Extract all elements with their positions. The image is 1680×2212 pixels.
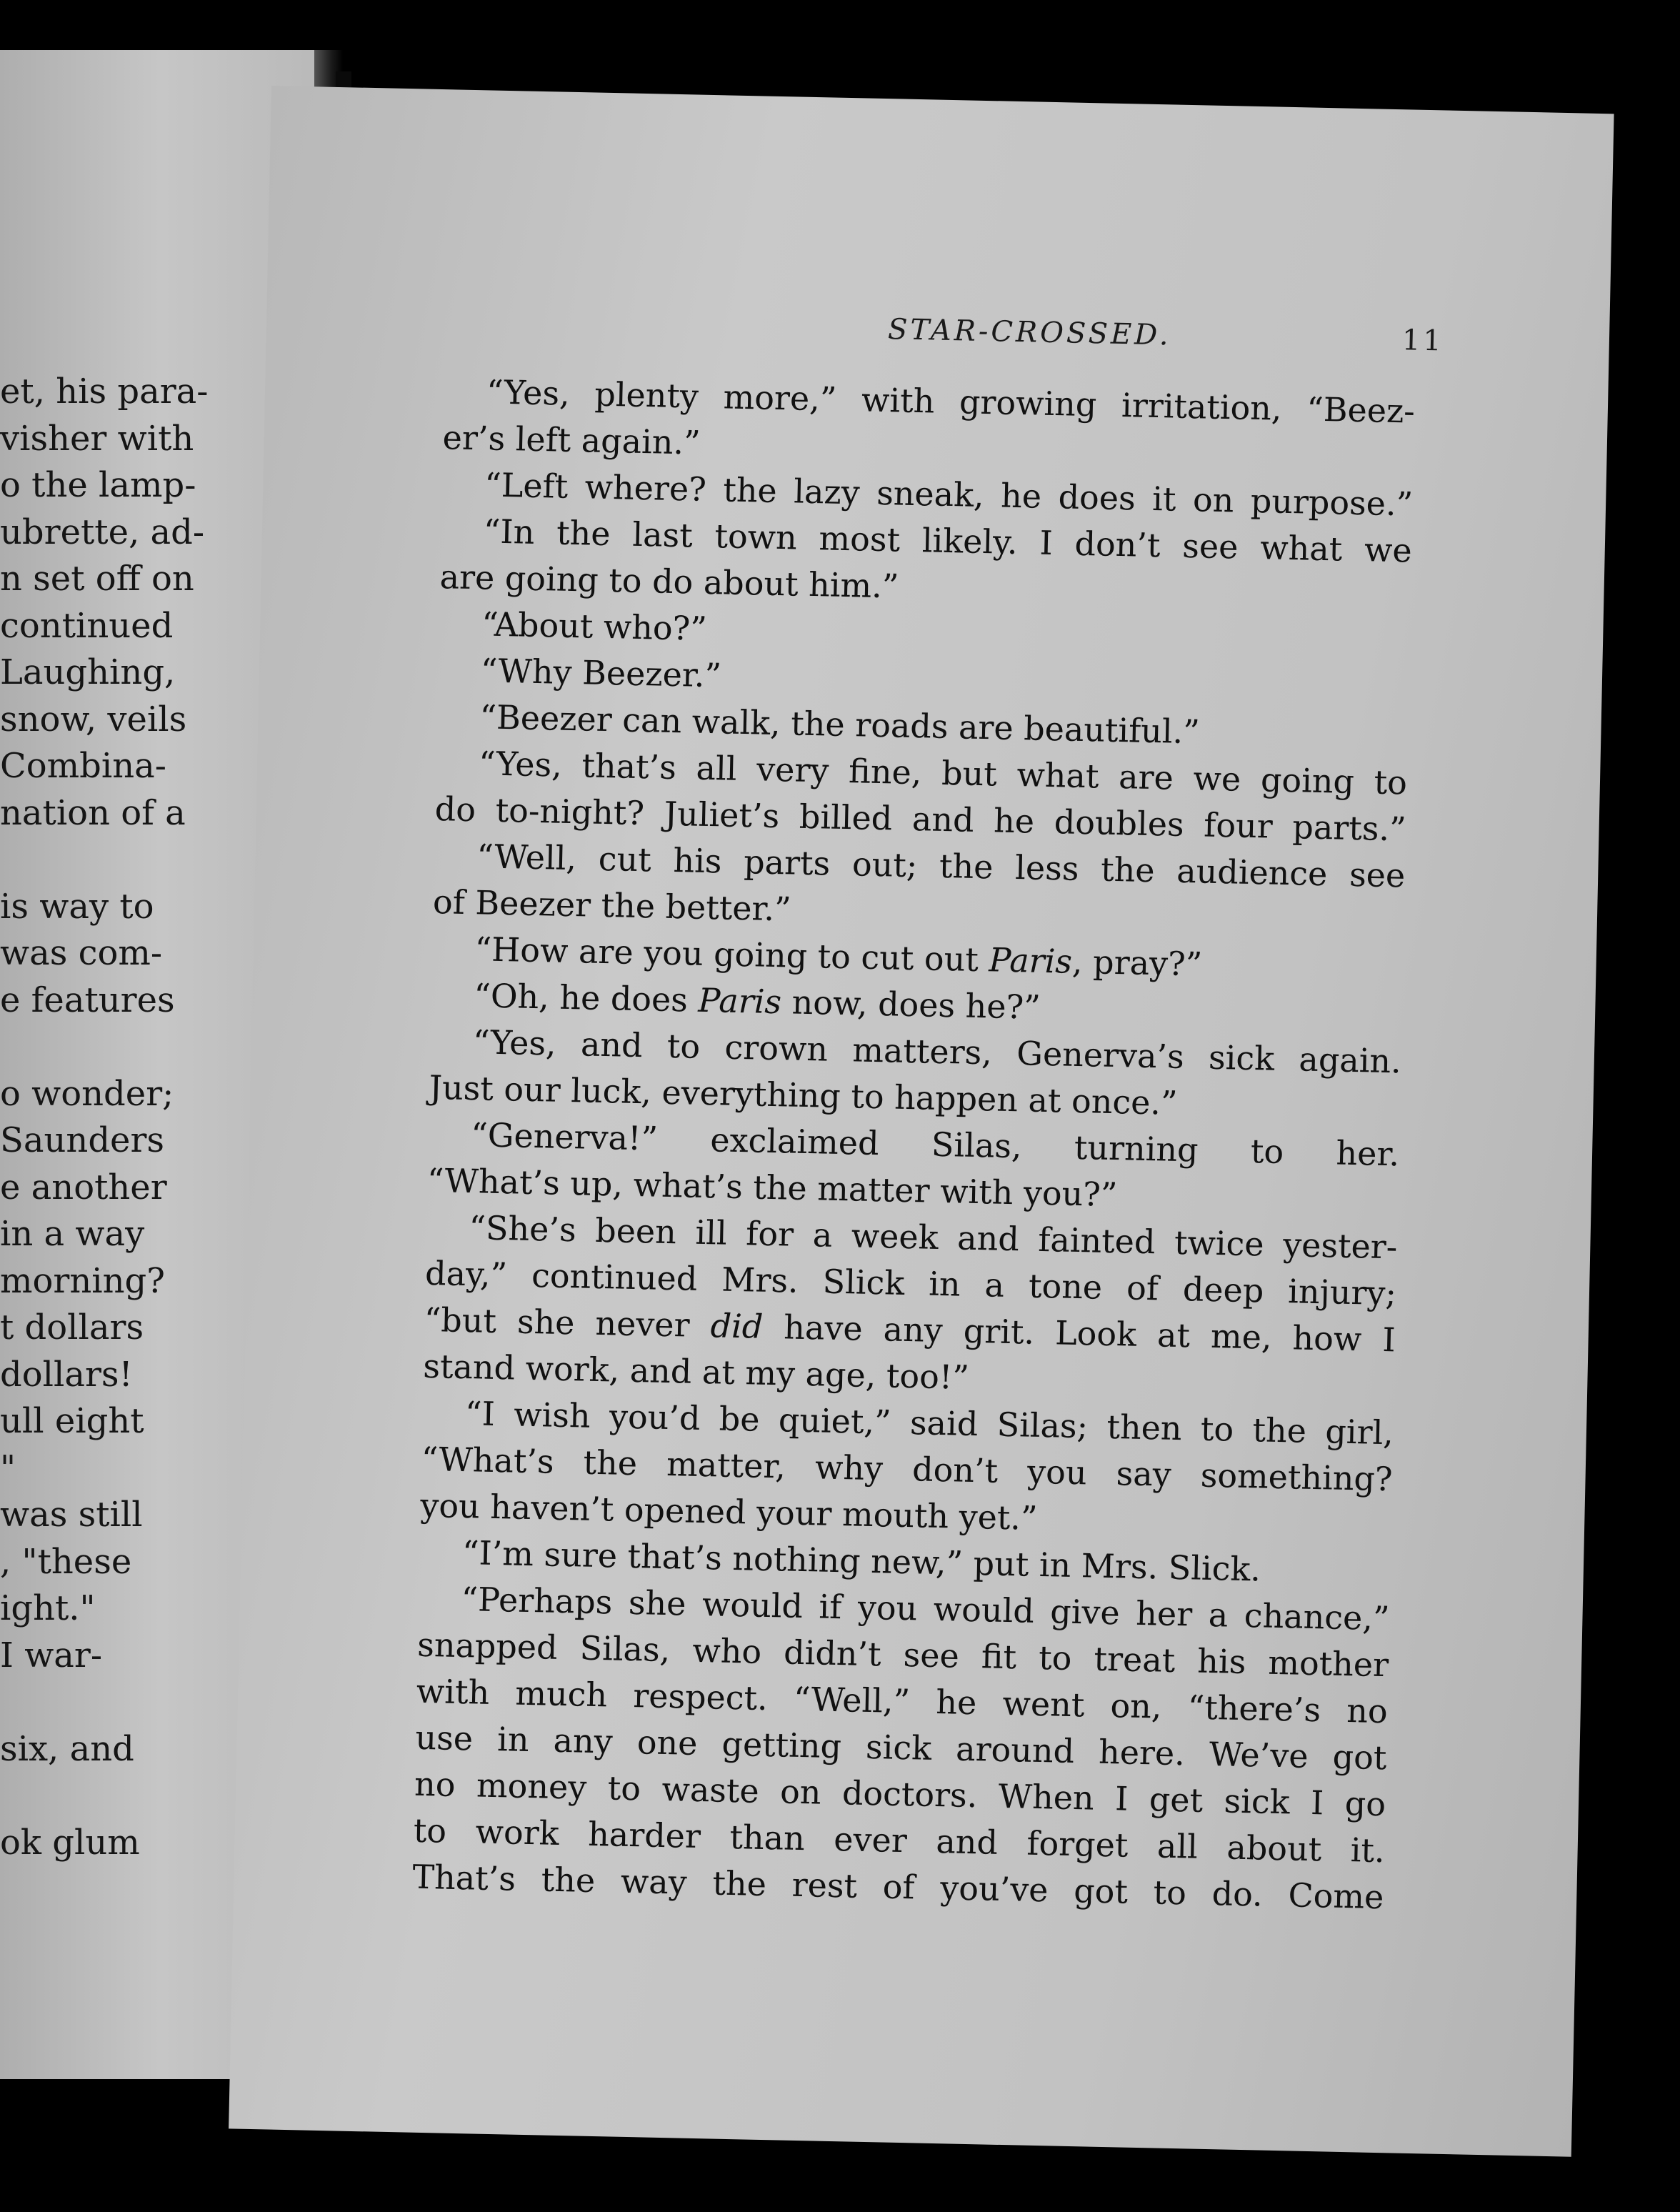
text-line: “She’s been ill for a week and fainted twice yester- xyxy=(469,1208,1398,1267)
italic-text: did xyxy=(710,1306,764,1346)
left-page-line: ok glum xyxy=(0,1822,140,1863)
text-line: “Well, cut his parts out; the less the audience see xyxy=(476,837,1406,895)
italic-text: Paris xyxy=(697,980,782,1022)
left-page-line: ull eight xyxy=(0,1401,144,1441)
left-page-line: ight." xyxy=(0,1588,96,1628)
text-line: “Left where? the lazy sneak, he does it on purpose.” xyxy=(484,465,1414,524)
left-page-line: t dollars xyxy=(0,1307,144,1347)
text-line: of Beezer the better.” xyxy=(432,882,792,929)
page-number: 11 xyxy=(1401,324,1445,358)
left-page-line: ubrette, ad- xyxy=(0,512,205,552)
text-line: to work harder than ever and forget all about it. xyxy=(413,1810,1386,1870)
text-line: “In the last town most likely. I don’t see what we xyxy=(483,512,1413,570)
left-page-line: morning? xyxy=(0,1260,165,1301)
text-line: do to-night? Juliet’s billed and he doubles four parts.” xyxy=(434,789,1407,849)
text-line: “Yes, plenty more,” with growing irritation, “Beez- xyxy=(486,372,1416,431)
left-page-line: in a way xyxy=(0,1214,145,1254)
text-line: “Why Beezer.” xyxy=(480,651,722,695)
text-line: “What’s the matter, why don’t you say something? xyxy=(421,1439,1394,1499)
text-line: “I’m sure that’s nothing new,” put in Mrs. Slick. xyxy=(461,1533,1261,1589)
left-page-line: was com- xyxy=(0,933,163,973)
text-line: day,” continued Mrs. Slick in a tone of deep injury; xyxy=(424,1253,1397,1313)
text-segment: , pray?” xyxy=(1071,942,1203,984)
left-page-line: " xyxy=(0,1448,16,1488)
text-line: use in any one getting sick around here. We’ve got xyxy=(415,1718,1387,1778)
left-page-line: Laughing, xyxy=(0,652,176,692)
left-page-line: Combina- xyxy=(0,746,166,786)
left-page-line: visher with xyxy=(0,418,194,459)
text-line: “What’s up, what’s the matter with you?” xyxy=(426,1160,1118,1215)
left-page-line: continued xyxy=(0,605,174,646)
text-segment: “Oh, he does xyxy=(473,976,699,1020)
text-line: you haven’t opened your mouth yet.” xyxy=(419,1485,1039,1538)
right-page xyxy=(229,86,1614,2157)
text-segment: now, does he?” xyxy=(781,982,1041,1027)
text-line: snapped Silas, who didn’t see fit to treat his mother xyxy=(416,1625,1389,1685)
text-line: “About who?” xyxy=(481,604,708,648)
text-line: “Beezer can walk, the roads are beautiful.” xyxy=(479,697,1201,752)
left-page-line: dollars! xyxy=(0,1354,133,1395)
text-line: Just our luck, everything to happen at once.” xyxy=(429,1067,1179,1122)
left-page-line: I war- xyxy=(0,1635,103,1675)
text-line: with much respect. “Well,” he went on, “there’s no xyxy=(416,1671,1389,1731)
left-page-line: six, and xyxy=(0,1728,134,1769)
text-line: “Yes, and to crown matters, Generva’s sick again. xyxy=(472,1022,1402,1081)
running-head: STAR-CROSSED. xyxy=(887,313,1172,352)
text-segment: “How are you going to cut out xyxy=(474,930,989,980)
text-line: That’s the way the rest of you’ve got to do. Come xyxy=(411,1857,1384,1917)
text-line: “Yes, that’s all very fine, but what are we going to xyxy=(478,744,1408,802)
text-line: “I wish you’d be quiet,” said Silas; then to the girl, xyxy=(464,1394,1394,1453)
left-page-line: Saunders xyxy=(0,1120,165,1160)
text-line: no money to waste on doctors. When I get sick I go xyxy=(414,1764,1386,1824)
left-page-line: , "these xyxy=(0,1541,132,1582)
text-line: “Perhaps she would if you would give her a chance,” xyxy=(461,1580,1390,1638)
left-page-line: o wonder; xyxy=(0,1073,174,1114)
left-page-line: n set off on xyxy=(0,559,194,599)
left-page-line: o the lamp- xyxy=(0,465,196,505)
page-body xyxy=(412,368,1416,1920)
text-line: are going to do about him.” xyxy=(439,557,899,606)
left-page-line: nation of a xyxy=(0,792,186,833)
left-page-line: et, his para- xyxy=(0,372,209,412)
left-page-line: snow, veils xyxy=(0,699,187,739)
left-page-line: is way to xyxy=(0,886,154,927)
left-page-line: e features xyxy=(0,980,175,1020)
text-line: “Generva!” exclaimed Silas, turning to her. xyxy=(470,1115,1400,1174)
italic-text: Paris xyxy=(988,940,1073,981)
text-segment: “but she never xyxy=(424,1300,711,1345)
text-line: er’s left again.” xyxy=(442,418,701,462)
text-line: stand work, and at my age, too!” xyxy=(422,1346,970,1397)
text-segment: have any grit. Look at me, how I xyxy=(762,1307,1396,1360)
left-page-line: e another xyxy=(0,1167,167,1207)
left-page-line: was still xyxy=(0,1495,143,1535)
